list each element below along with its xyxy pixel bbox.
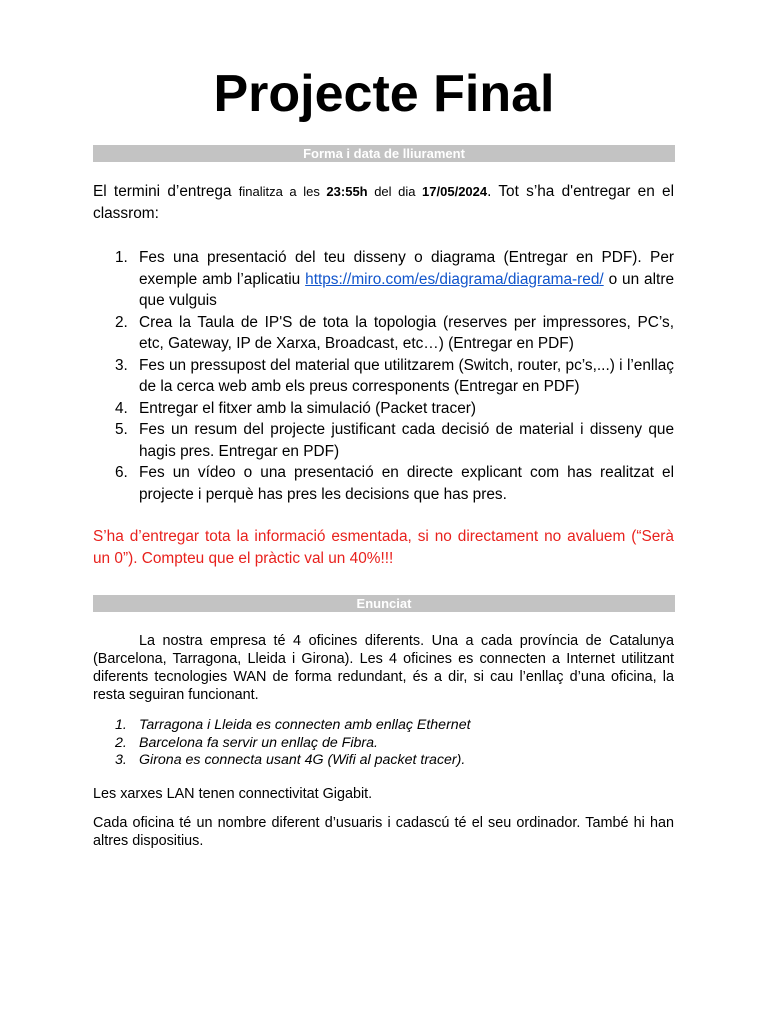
list-item <box>93 735 674 753</box>
miro-link[interactable]: https://miro.com/es/diagrama/diagrama-red/ <box>305 270 604 288</box>
task-text: Fes un resum del projecte justificant cada decisió de material i disseny que hagis pres. Entregar en PDF) <box>139 421 674 460</box>
intro-text-4: . Tot s’ha d'entregar en el classrom: <box>93 183 674 222</box>
list-number: 2. <box>115 313 128 331</box>
lan-text: Les xarxes LAN tenen connectivitat Gigabit. <box>93 786 373 802</box>
deadline-time: 23:55h <box>326 184 368 199</box>
intro-text-3: del dia <box>367 184 423 199</box>
list-number: 3. <box>115 356 128 374</box>
list-number: 1. <box>115 249 128 266</box>
task-list <box>93 247 674 505</box>
list-item <box>93 752 674 770</box>
page-title: Projecte Final <box>213 65 555 123</box>
list-number: 3. <box>115 752 127 768</box>
connection-text: Girona es connecta usant 4G (Wifi al packet tracer). <box>139 752 466 768</box>
offices-text: Cada oficina té un nombre diferent d’usuaris i cadascú té el seu ordinador. També hi han altres dispositius. <box>93 815 674 849</box>
task-text: Crea la Taula de IP'S de tota la topologia (reserves per impressores, PC’s, etc, Gateway, IP de Xarxa, Broadcast, etc…) (Entregar en PDF) <box>139 313 674 352</box>
list-item <box>93 462 674 505</box>
list-item <box>93 312 674 355</box>
task-text: Entregar el fitxer amb la simulació (Packet tracer) <box>139 399 477 417</box>
warning-text: S’ha d’entregar tota la informació esmentada, si no directament no avaluem (“Serà un 0”). Compteu que el pràctic val un 40%!!! <box>93 528 674 567</box>
list-number: 2. <box>115 734 127 751</box>
task-text: Fes un vídeo o una presentació en directe explicant com has realitzat el projecte i perquè has pres les decisions que has pres. <box>139 464 674 503</box>
list-item <box>93 247 674 312</box>
connection-text: Barcelona fa servir un enllaç de Fibra. <box>139 734 378 751</box>
list-item <box>93 398 674 420</box>
list-item <box>93 717 674 735</box>
deadline-date: 17/05/2024 <box>422 184 488 199</box>
intro-text-1: El termini d’entrega <box>93 183 239 200</box>
connection-list <box>93 717 674 770</box>
connection-text: Tarragona i Lleida es connecten amb enllaç Ethernet <box>139 717 471 733</box>
list-number: 6. <box>115 464 128 481</box>
task-text: Fes una presentació del teu disseny o diagrama (Entregar en PDF). Per exemple amb l’aplicatiu <box>139 249 674 288</box>
section-heading-delivery: Forma i data de lliurament <box>93 145 675 162</box>
list-item <box>93 355 674 398</box>
list-number: 4. <box>115 399 128 417</box>
task-text: o un altre que vulguis <box>139 270 675 309</box>
section-heading-statement: Enunciat <box>93 595 675 612</box>
intro-text-2: finalitza a les <box>238 184 327 199</box>
list-item <box>93 419 674 462</box>
list-number: 5. <box>115 421 128 438</box>
task-text: Fes un pressupost del material que utilitzarem (Switch, router, pc’s,...) i l’enllaç de la cerca web amb els preus corresponents (Entregar en PDF) <box>139 356 674 395</box>
delivery-intro <box>93 181 674 225</box>
list-number: 1. <box>115 717 127 733</box>
statement-paragraph: La nostra empresa té 4 oficines diferents. Una a cada província de Catalunya (Barcelona, Tarragona, Lleida i Girona). Les 4 oficines es connecten a Internet utilitzant diferents tecnologies WAN de forma redundant, és a dir, si cau l’enllaç d’una oficina, la resta seguiran funcionant. <box>93 633 674 703</box>
